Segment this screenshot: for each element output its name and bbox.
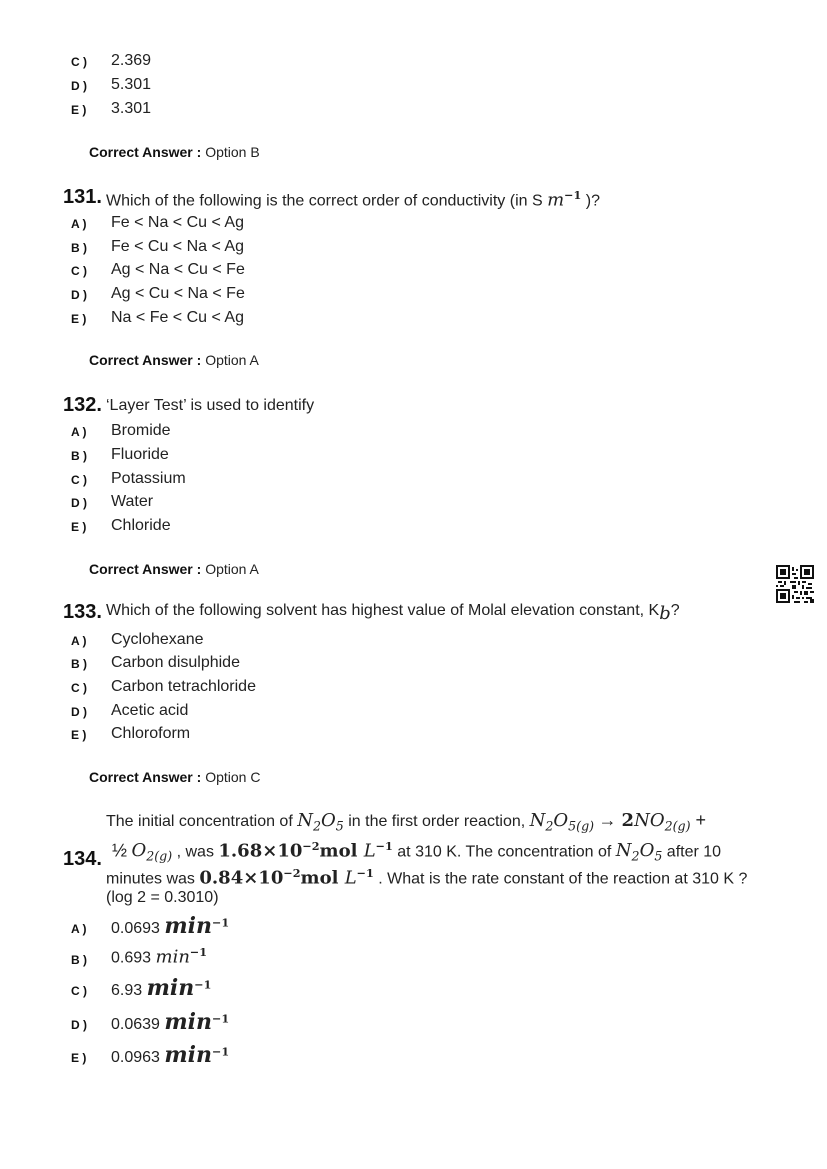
option-text: 6.93 $\min^{-1}$ [111, 975, 212, 1001]
option-label: C ) [71, 473, 87, 487]
option-text: Na < Fe < Cu < Ag [111, 309, 244, 326]
option-label: D ) [71, 496, 87, 510]
option-label: E ) [71, 103, 87, 117]
option-text: Water [111, 493, 154, 510]
correct-answer: Correct Answer : Option C [89, 769, 261, 785]
option-label: A ) [71, 217, 87, 231]
correct-answer: Correct Answer : Option B [89, 144, 260, 160]
question-text-line-4: (log 2 = 0.3010) [106, 889, 219, 906]
question-text-line-2: ½ $O_{2(g)}$ , was $1.68\times 10^{-2}mol$ $L^{-1}$ at 310 K. The concentration of $N_2O_5$ after 10 [112, 839, 722, 864]
option-text: Potassium [111, 470, 186, 487]
option-label: D ) [71, 1018, 87, 1032]
option-label: C ) [71, 681, 87, 695]
option-text: 5.301 [111, 76, 152, 93]
qr-code-icon [776, 565, 814, 603]
option-label: B ) [71, 449, 87, 463]
option-text: Ag < Na < Cu < Fe [111, 261, 245, 278]
question-text: Which of the following solvent has highest value of Molal elevation constant, $K_b$? [106, 602, 680, 625]
option-text: Chloride [111, 517, 171, 534]
option-label: C ) [71, 55, 87, 69]
question-number: 131. [63, 186, 102, 208]
option-text: Ag < Cu < Na < Fe [111, 285, 245, 302]
question-text-line-1: The initial concentration of $N_2O_5$ in the first order reaction, $N_2O_{5(g)} \to 2NO_{2(g)}$ + [106, 810, 707, 834]
option-label: C ) [71, 264, 87, 278]
option-label: B ) [71, 953, 87, 967]
option-text: Fe < Cu < Na < Ag [111, 238, 244, 255]
question-number: 133. [63, 601, 102, 623]
option-text: 3.301 [111, 100, 152, 117]
option-label: B ) [71, 657, 87, 671]
correct-answer: Correct Answer : Option A [89, 561, 259, 577]
option-text: 2.369 [111, 52, 152, 69]
question-text: ‘Layer Test’ is used to identify [106, 397, 315, 414]
option-text: Chloroform [111, 725, 191, 742]
option-text: Carbon tetrachloride [111, 678, 256, 695]
option-label: E ) [71, 1051, 87, 1065]
option-label: D ) [71, 705, 87, 719]
option-label: D ) [71, 79, 87, 93]
question-text-line-3: minutes was $0.84\times 10^{-2}mol$ $L^{-1}$ . What is the rate constant of the reaction at 310 K ? [106, 866, 748, 889]
option-label: A ) [71, 922, 87, 936]
option-text: 0.693 $\min^{-1}$ [111, 945, 208, 968]
option-label: E ) [71, 312, 87, 326]
question-number: 134. [63, 848, 102, 870]
option-text: Bromide [111, 422, 171, 439]
option-text: Acetic acid [111, 702, 189, 719]
option-text: 0.0639 $\min^{-1}$ [111, 1009, 230, 1035]
option-text: Fluoride [111, 446, 169, 463]
question-number: 132. [63, 394, 102, 416]
option-label: A ) [71, 425, 87, 439]
option-text: 0.0963 $\min^{-1}$ [111, 1042, 230, 1068]
option-label: D ) [71, 288, 87, 302]
option-label: E ) [71, 520, 87, 534]
option-label: B ) [71, 241, 87, 255]
correct-answer: Correct Answer : Option A [89, 352, 259, 368]
option-text: 0.0693 $\min^{-1}$ [111, 913, 230, 939]
option-label: C ) [71, 984, 87, 998]
question-text: Which of the following is the correct order of conductivity (in S $m^{-1}$ )? [106, 188, 600, 211]
option-label: A ) [71, 634, 87, 648]
option-text: Fe < Na < Cu < Ag [111, 214, 244, 231]
option-text: Carbon disulphide [111, 654, 240, 671]
option-label: E ) [71, 728, 87, 742]
option-text: Cyclohexane [111, 631, 204, 648]
